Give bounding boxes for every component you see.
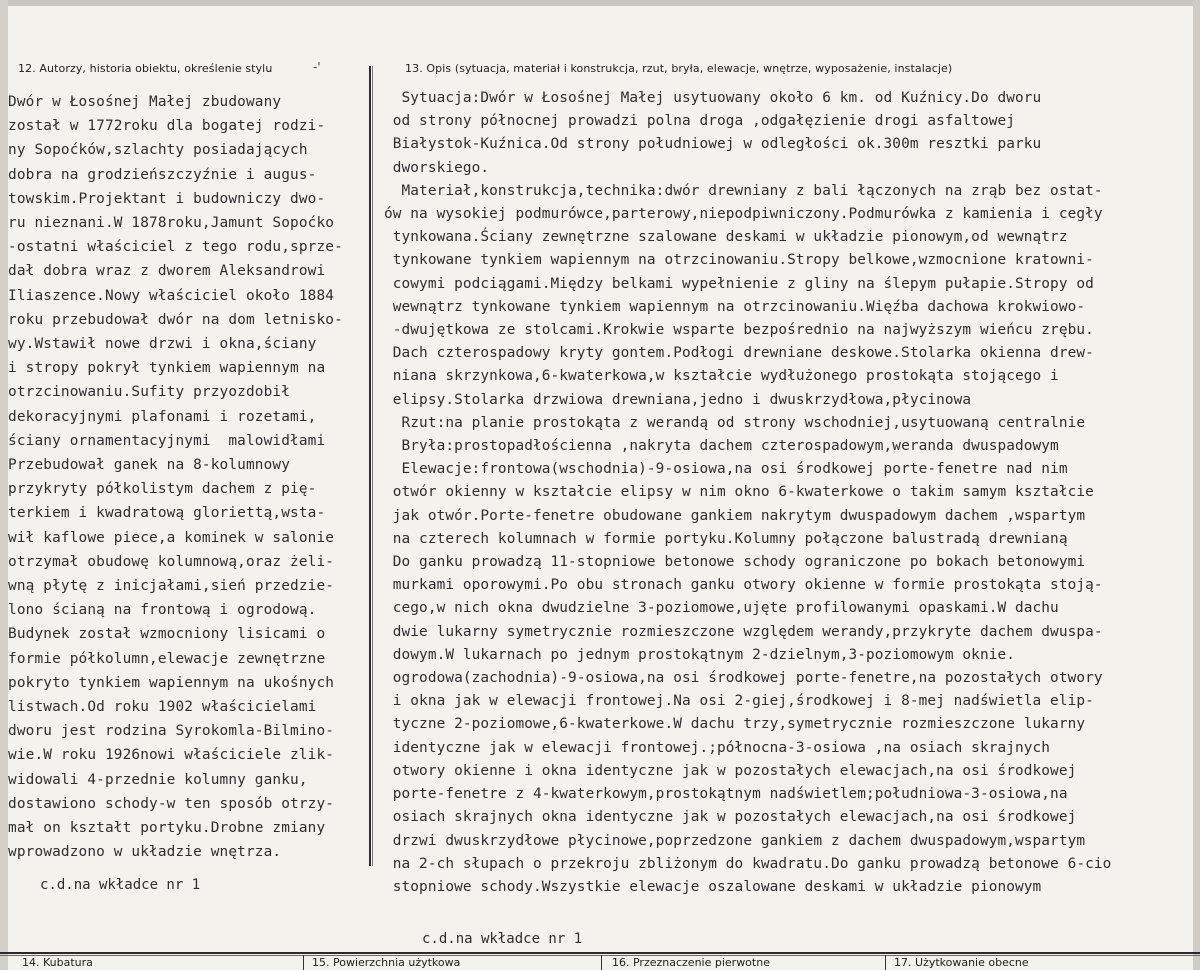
text-line: widowali 4-przednie kolumny ganku, (8, 771, 308, 788)
text-line: Elewacje:frontowa(wschodnia)-9-osiowa,na osi środkowej porte-fenetre nad nim (384, 461, 1068, 478)
text-line: listwach.Od roku 1902 właścicielami (8, 699, 317, 716)
text-line: Bryła:prostopadłościenna ,nakryta dachem czterospadowym,weranda dwuspadowym (384, 438, 1059, 455)
text-line: dowym.W lukarnach po jednym prostokątnym 2-dzielnym,3-poziomowym oknie. (384, 646, 1015, 663)
text-line: przykryty półkolistym dachem z pię- (8, 481, 317, 498)
text-line: dał dobra wraz z dworem Aleksandrowi (8, 263, 326, 280)
text-line: wie.W roku 1926nowi właściciele zlik- (8, 747, 335, 764)
text-line: drzwi dwuskrzydłowe płycinowe,poprzedzone gankiem z dachem dwuspadowym,wspartym (384, 832, 1086, 849)
text-line: elipsy.Stolarka drzwiowa drewniana,jedno i dwuskrzydłowa,płycinowa (384, 391, 972, 408)
text-line: tynkowane tynkiem wapiennym na otrzcinowaniu.Stropy belkowe,wzmocnione kratowni- (384, 252, 1094, 269)
text-line: i stropy pokrył tynkiem wapiennym na (8, 360, 326, 377)
text-line: Dwór w Łosośnej Małej zbudowany (8, 94, 282, 110)
text-line: -dwujętkowa ze stolcami.Krokwie wsparte bezpośrednio na najwyższym wieńcu zrębu. (384, 322, 1094, 339)
text-line: otrzymał obudowę kolumnową,oraz żeli- (8, 553, 335, 570)
description-text (384, 87, 1111, 899)
text-line: terkiem i kwadratową gloriettą,wsta- (8, 505, 326, 522)
text-line: pokryto tynkiem wapiennym na ukośnych (8, 674, 335, 691)
text-line: cowymi podciągami.Między belkami wypełnienie z gliny na ślepym pułapie.Stropy od (384, 275, 1094, 292)
bottom-separator (885, 955, 886, 970)
column-divider (369, 66, 371, 866)
text-line: roku przebudował dwór na dom letnisko- (8, 311, 343, 328)
text-line: dworu jest rodzina Syrokomla-Bilmino- (8, 723, 335, 740)
text-line: ogrodowa(zachodnia)-9-osiowa,na osi środkowej porte-fenetre,na pozostałych otwory (384, 670, 1103, 687)
description-continuation-note: c.d.na wkładce nr 1 (422, 931, 583, 947)
pen-mark: -' (313, 60, 321, 74)
text-line: -ostatni właściciel z tego rodu,sprze- (8, 239, 343, 256)
text-line: wy.Wstawił nowe drzwi i okna,ściany (8, 336, 317, 353)
history-text (8, 90, 343, 865)
paper-edge-top (0, 0, 1200, 6)
section-13-header: 13. Opis (sytuacja, materiał i konstrukcja, rzut, bryła, elewacje, wnętrze, wyposażenie, instalacje) (405, 62, 953, 75)
text-line: stopniowe schody.Wszystkie elewacje oszalowane deskami w układzie pionowym (384, 878, 1042, 895)
text-line: otwór okienny w kształcie elipsy w nim okno 6-kwaterkowe o takim samym kształcie (384, 484, 1094, 501)
text-line: otrzcinowaniu.Sufity przyozdobił (8, 384, 291, 401)
text-line: Do ganku prowadzą 11-stopniowe betonowe schody ograniczone po bokach betonowymi (384, 554, 1086, 571)
text-line: Przebudował ganek na 8-kolumnowy (8, 457, 291, 474)
text-line: Iliaszence.Nowy właściciel około 1884 (8, 287, 335, 304)
text-line: wewnątrz tynkowane tynkiem wapiennym na otrzcinowaniu.Więźba dachowa krokwiowo- (384, 298, 1086, 315)
text-line: dekoracyjnymi plafonami i rozetami, (8, 408, 317, 425)
text-line: ów na wysokiej podmurówce,parterowy,niepodpiwniczony.Podmurówka z kamienia i cegły (384, 206, 1103, 223)
section-15-header: 15. Powierzchnia użytkowa (312, 956, 461, 969)
text-line: ru nieznani.W 1878roku,Jamunt Sopoćko (8, 215, 335, 232)
text-line: dwie lukarny symetrycznie rozmieszczone względem werandy,przykryte dachem dwuspa- (384, 623, 1103, 640)
text-line: Dach czterospadowy kryty gontem.Podłogi drewniane deskowe.Stolarka okienna drew- (384, 345, 1094, 362)
text-line: murkami oporowymi.Po obu stronach ganku otwory okienne w formie prostokąta stoją- (384, 577, 1103, 594)
text-line: ny Sopoćków,szlachty posiadających (8, 142, 308, 159)
text-line: na czterech kolumnach w formie portyku.Kolumny połączone balustradą drewnianą (384, 530, 1068, 547)
column-divider-shadow (372, 66, 373, 866)
text-line: od strony północnej prowadzi polna droga ,odgałęzienie drogi asfaltowej (384, 113, 1015, 130)
text-line: dostawiono schody-w ten sposób otrzy- (8, 795, 335, 812)
history-continuation-note: c.d.na wkładce nr 1 (40, 877, 201, 893)
text-line: tynkowana.Ściany zewnętrzne szalowane deskami w układzie pionowym,od wewnątrz (384, 229, 1068, 246)
bottom-separator (601, 955, 602, 970)
text-line: Białystok-Kuźnica.Od strony południowej w odległości ok.300m resztki parku (384, 136, 1042, 153)
text-line: wprowadzono w układzie wnętrza. (8, 844, 282, 861)
text-line: jak otwór.Porte-fenetre obudowane gankiem nakrytym dwuspadowym dachem ,wspartym (384, 507, 1086, 524)
text-line: formie półkolumn,elewacje zewnętrzne (8, 650, 326, 667)
text-line: lono ścianą na frontową i ogrodową. (8, 602, 317, 619)
text-line: identyczne jak w elewacji frontowej.;północna-3-osiowa ,na osiach skrajnych (384, 739, 1051, 756)
text-line: porte-fenetre z 4-kwaterkowym,prostokątnym nadświetlem;południowa-3-osiowa,na (384, 786, 1068, 803)
text-line: dworskiego. (384, 159, 490, 176)
text-line: towskim.Projektant i budowniczy dwo- (8, 190, 326, 207)
section-12-header: 12. Autorzy, historia obiektu, określenie stylu (18, 62, 273, 75)
text-line: mał on kształt portyku.Drobne zmiany (8, 820, 326, 837)
paper-edge-left (0, 0, 8, 970)
section-16-header: 16. Przeznaczenie pierwotne (612, 956, 770, 969)
text-line: dobra na grodzieńszczyźnie i augus- (8, 166, 317, 183)
text-line: Materiał,konstrukcja,technika:dwór drewniany z bali łączonych na zrąb bez ostat- (384, 182, 1103, 199)
text-line: Budynek został wzmocniony lisicami o (8, 626, 326, 643)
text-line: Sytuacja:Dwór w Łosośnej Małej usytuowany około 6 km. od Kuźnicy.Do dworu (384, 90, 1042, 106)
bottom-separator (303, 955, 304, 970)
text-line: ściany ornamentacyjnymi malowidłami (8, 432, 326, 449)
text-line: na 2-ch słupach o przekroju zbliżonym do kwadratu.Do ganku prowadzą betonowe 6-cio (384, 855, 1112, 872)
text-line: i okna jak w elewacji frontowej.Na osi 2-giej,środkowej i 8-mej nadświetla elip- (384, 693, 1094, 710)
text-line: wił kaflowe piece,a kominek w salonie (8, 529, 335, 546)
text-line: cego,w nich okna dwudzielne 3-poziomowe,ujęte profilowanymi opaskami.W dachu (384, 600, 1059, 617)
bottom-rule (0, 952, 1200, 954)
text-line: otwory okienne i okna identyczne jak w pozostałych elewacjach,na osi środkowej (384, 762, 1077, 779)
text-line: wną płytę z inicjałami,sień przedzie- (8, 578, 335, 595)
text-line: tyczne 2-poziomowe,6-kwaterkowe.W dachu trzy,symetrycznie rozmieszczone lukarny (384, 716, 1086, 733)
section-17-header: 17. Użytkowanie obecne (894, 956, 1029, 969)
paper-edge-right (1193, 0, 1200, 970)
text-line: osiach skrajnych okna identyczne jak w pozostałych elewacjach,na osi środkowej (384, 809, 1077, 826)
section-14-header: 14. Kubatura (22, 956, 93, 969)
text-line: Rzut:na planie prostokąta z werandą od strony wschodniej,usytuowaną centralnie (384, 414, 1086, 431)
text-line: niana skrzynkowa,6-kwaterkowa,w kształcie wydłużonego prostokąta stojącego i (384, 368, 1059, 385)
text-line: został w 1772roku dla bogatej rodzi- (8, 118, 326, 135)
